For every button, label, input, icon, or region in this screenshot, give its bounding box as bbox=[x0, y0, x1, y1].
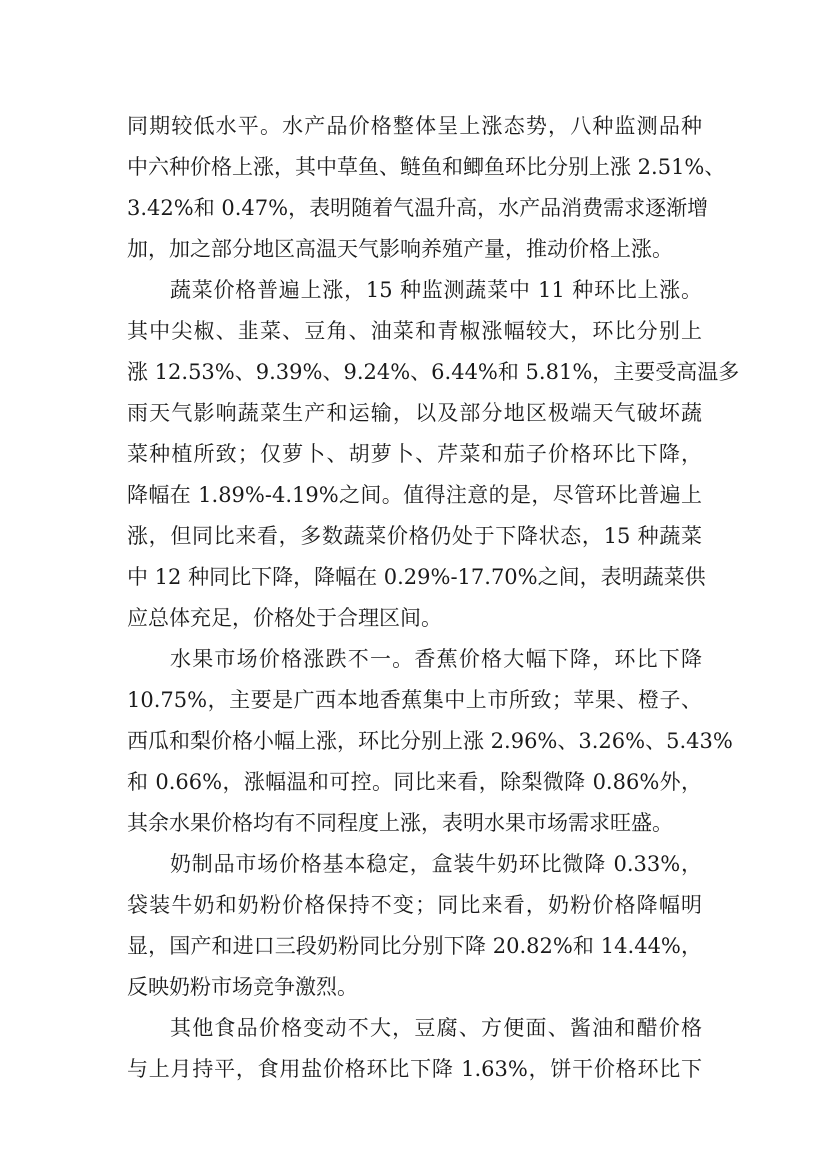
text-line: 奶制品市场价格基本稳定，盒装牛奶环比微降 0.33%， bbox=[170, 852, 702, 876]
text-line: 反映奶粉市场竞争激烈。 bbox=[127, 975, 358, 999]
text-line: 中 12 种同比下降，降幅在 0.29%-17.70%之间，表明蔬菜供 bbox=[127, 565, 706, 589]
text-line: 涨，但同比来看，多数蔬菜价格仍处于下降状态，15 种蔬菜 bbox=[127, 524, 702, 548]
text-line: 其中尖椒、韭菜、豆角、油菜和青椒涨幅较大，环比分别上 bbox=[127, 319, 702, 343]
text-line: 和 0.66%，涨幅温和可控。同比来看，除梨微降 0.86%外， bbox=[127, 770, 702, 794]
text-line: 雨天气影响蔬菜生产和运输，以及部分地区极端天气破坏蔬 bbox=[127, 401, 702, 425]
text-line: 其余水果价格均有不同程度上涨，表明水果市场需求旺盛。 bbox=[127, 811, 673, 835]
text-line: 西瓜和梨价格小幅上涨，环比分别上涨 2.96%、3.26%、5.43% bbox=[127, 729, 733, 753]
text-line: 涨 12.53%、9.39%、9.24%、6.44%和 5.81%，主要受高温多 bbox=[127, 360, 740, 384]
text-line: 同期较低水平。水产品价格整体呈上涨态势，八种监测品种 bbox=[127, 114, 702, 138]
text-line: 应总体充足，价格处于合理区间。 bbox=[127, 606, 442, 630]
text-line: 与上月持平，食用盐价格环比下降 1.63%，饼干价格环比下 bbox=[127, 1057, 702, 1081]
text-line: 10.75%，主要是广西本地香蕉集中上市所致；苹果、橙子、 bbox=[127, 688, 702, 712]
text-line: 菜种植所致；仅萝卜、胡萝卜、芹菜和茄子价格环比下降， bbox=[127, 442, 702, 466]
text-line: 其他食品价格变动不大，豆腐、方便面、酱油和醋价格 bbox=[170, 1016, 702, 1040]
text-line: 显，国产和进口三段奶粉同比分别下降 20.82%和 14.44%， bbox=[127, 934, 702, 958]
text-line: 加，加之部分地区高温天气影响养殖产量，推动价格上涨。 bbox=[127, 237, 673, 261]
text-line: 中六种价格上涨，其中草鱼、鲢鱼和鲫鱼环比分别上涨 2.51%、 bbox=[127, 155, 726, 179]
text-line: 3.42%和 0.47%，表明随着气温升高，水产品消费需求逐渐增 bbox=[127, 196, 709, 220]
text-line: 水果市场价格涨跌不一。香蕉价格大幅下降，环比下降 bbox=[170, 647, 702, 671]
text-line: 蔬菜价格普遍上涨，15 种监测蔬菜中 11 种环比上涨。 bbox=[170, 278, 702, 302]
text-line: 袋装牛奶和奶粉价格保持不变；同比来看，奶粉价格降幅明 bbox=[127, 893, 702, 917]
text-line: 降幅在 1.89%-4.19%之间。值得注意的是，尽管环比普遍上 bbox=[127, 483, 702, 507]
